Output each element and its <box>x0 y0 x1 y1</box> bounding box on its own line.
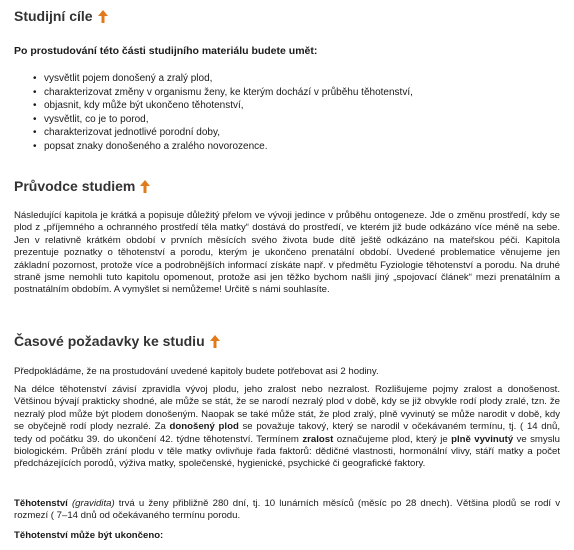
time-title: Časové požadavky ke studiu <box>14 333 205 349</box>
goals-title: Studijní cíle <box>14 8 93 24</box>
list-item: • vysvětlit pojem donošený a zralý plod, <box>34 72 413 86</box>
up-arrow-icon[interactable] <box>210 335 220 348</box>
term-zralost: zralost <box>302 433 334 445</box>
guide-text: Následující kapitola je krátká a popisuje důležitý přelom ve vývoji jedince v průběhu ontogeneze. Jde o změnu prostředí, kdy se plod z „příjemného a ochranného prostředí těla matky“ dostává do prostředí, ve kterém již bude odkázáno více méně na sebe. Jen v relativně krátkém období v prvních měsících svého života bude dítě ještě odkázáno na mateřskou péči. Kapitola prezentuje poznatky o těhotenství a porodu, kterým je ukončeno prenatální období. Uvedené problematice věnujeme jen základní pozornost, protože více a podrobnějších informací získáte např. v předmětu Fyziologie těhotenství a porodu. Na druhé straně jsme nemohli tuto kapitolu opomenout, protože asi jen těžko bychom našli jiný „spojovací článek“ mezi prenatálním a postnatálním obdobím. A vymyšlet si nemůžeme! Určitě s námi souhlasíte. <box>14 210 560 296</box>
time-text: Předpokládáme, že na prostudování uvedené kapitoly budete potřebovat asi 2 hodiny. <box>14 366 379 377</box>
list-item: • vysvětlit, co je to porod, <box>34 113 413 127</box>
up-arrow-icon[interactable] <box>98 10 108 23</box>
term-plne-vyvinuty: plně vyvinutý <box>451 433 514 445</box>
list-item: • popsat znaky donošeného a zralého novorozence. <box>34 140 413 154</box>
term-donoseny-plod: donošený plod <box>169 421 239 433</box>
up-arrow-icon[interactable] <box>140 180 150 193</box>
list-item: • charakterizovat změny v organismu ženy, ke kterým dochází v průběhu těhotenství, <box>34 86 413 100</box>
goals-intro: Po prostudování této části studijního materiálu budete umět: <box>14 45 318 57</box>
body-paragraph-1: Na délce těhotenství závisí zpravidla vývoj plodu, jeho zralost nebo nezralost. Rozlišujeme pojmy zralost a donošenost. Většinou bývají prakticky shodné, ale může se stát, že se narodí nezralý plod v době, kdy se již obvykle rodí plody zralé, tzn. že nezralý plod může být plodem donošeným. Naopak se také může stát, že plod zralý, plně vyvinutý se může narodit v době, kdy se obyčejně rodí plody nezralé. Za donošený plod se považuje takový, který se narodil v očekávaném termínu, tj. ( 14 dnů, tedy od počátku 39. do ukončení 42. týdne těhotenství. Termínem zralost označujeme plod, který je plně vyvinutý ve smyslu biologickém. Průběh zrání plodu v těle matky ovlivňuje řada faktorů: dědičné vlastnosti, hormonální vlivy, stáří matky a počet předcházejících porodů, výživa matky, společenské, hygienické, psychické či geografické faktory. <box>14 384 560 470</box>
list-item: • objasnit, kdy může být ukončeno těhotenství, <box>34 99 413 113</box>
guide-heading <box>14 178 150 194</box>
term-gravidita: (gravidita) <box>71 498 115 509</box>
term-tehotenstvi: Těhotenství <box>14 498 68 509</box>
list-item: • charakterizovat jednotlivé porodní doby, <box>34 126 413 140</box>
guide-title: Průvodce studiem <box>14 178 136 194</box>
body-paragraph-3 <box>14 530 560 542</box>
goals-list <box>34 72 413 154</box>
goals-heading <box>14 8 108 24</box>
time-heading <box>14 333 220 349</box>
body-paragraph-2: Těhotenství (gravidita) trvá u ženy přibližně 280 dní, tj. 10 lunárních měsíců (měsíc po 28 dnech). Většina plodů se rodí v rozmezí ( 7–14 dnů od očekávaného termínu porodu. <box>14 498 560 522</box>
subheading-ukonceni: Těhotenství může být ukončeno: <box>14 530 164 541</box>
